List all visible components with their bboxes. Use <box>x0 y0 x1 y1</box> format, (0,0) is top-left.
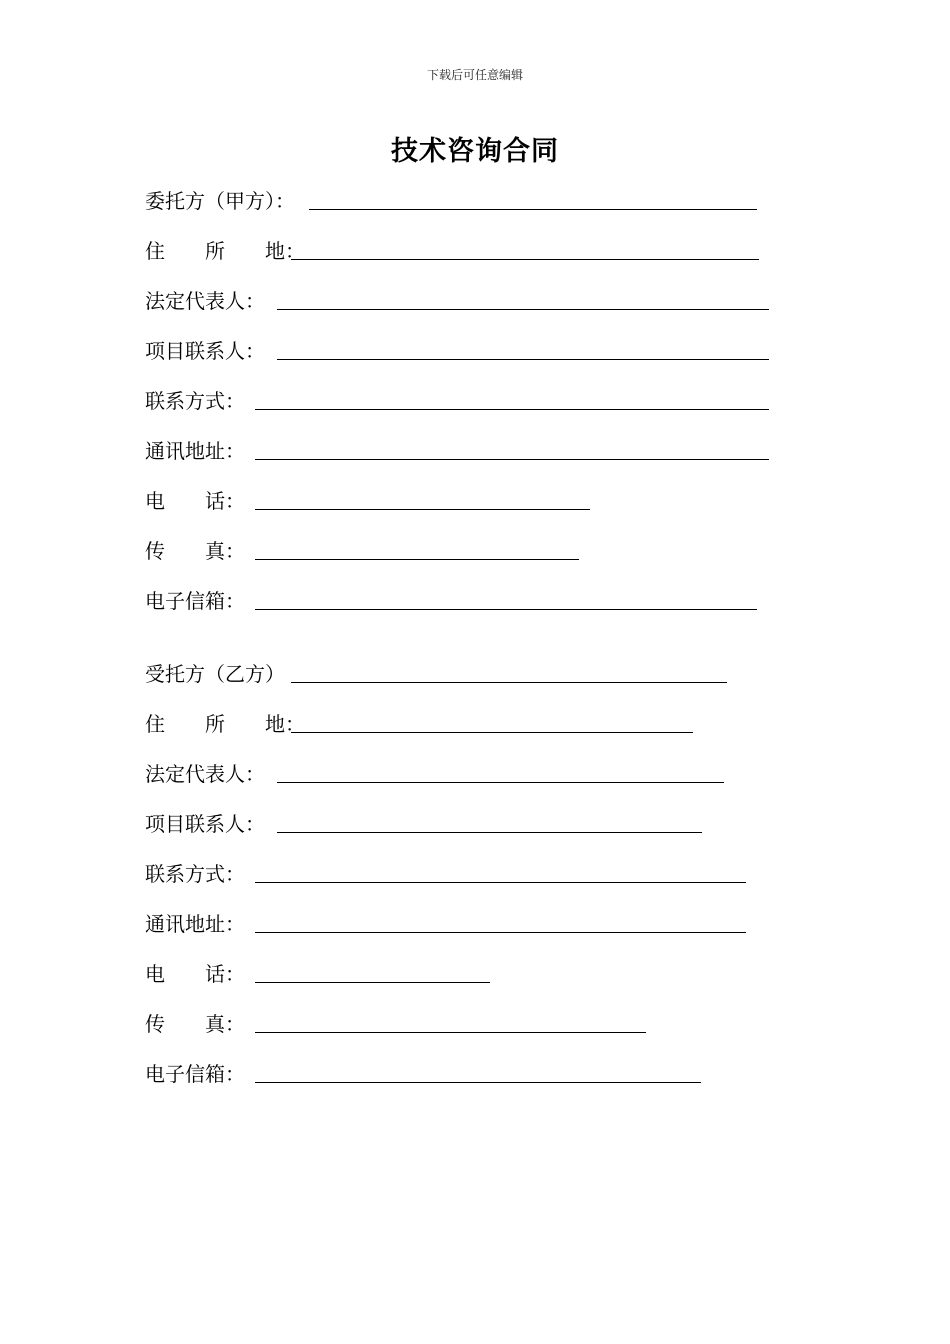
party-b-heading-row <box>145 659 727 689</box>
party-a-legal-rep-field[interactable] <box>277 309 769 310</box>
party-a-mailing-address-field[interactable] <box>255 459 769 460</box>
party-b-project-contact-row <box>145 809 702 839</box>
party-b-legal-rep-field[interactable] <box>277 782 724 783</box>
party-a-legal-rep-row <box>145 286 769 316</box>
party-b-name-field[interactable] <box>291 682 727 683</box>
party-a-address-label: 住 所 地： <box>145 239 305 263</box>
party-a-project-contact-label: 项目联系人： <box>145 339 265 363</box>
party-b-address-field[interactable] <box>291 732 693 733</box>
party-b-fax-field[interactable] <box>255 1032 646 1033</box>
party-a-phone-label: 电 话： <box>145 489 245 513</box>
party-a-mailing-address-row <box>145 436 769 466</box>
party-b-project-contact-field[interactable] <box>277 832 702 833</box>
party-b-address-label: 住 所 地： <box>145 712 305 736</box>
party-a-phone-field[interactable] <box>255 509 590 510</box>
party-a-email-field[interactable] <box>255 609 757 610</box>
party-b-address-row <box>145 709 693 739</box>
party-a-fax-field[interactable] <box>255 559 579 560</box>
party-a-phone-row <box>145 486 590 516</box>
party-b-legal-rep-label: 法定代表人： <box>145 762 265 786</box>
party-a-project-contact-field[interactable] <box>277 359 769 360</box>
party-a-legal-rep-label: 法定代表人： <box>145 289 265 313</box>
party-b-phone-field[interactable] <box>255 982 490 983</box>
party-b-heading-label: 受托方（乙方） <box>145 662 285 686</box>
party-a-name-field[interactable] <box>309 209 757 210</box>
party-a-contact-method-row <box>145 386 769 416</box>
header-note: 下载后可任意编辑 <box>426 68 523 82</box>
party-b-fax-row <box>145 1009 646 1039</box>
party-b-contact-method-row <box>145 859 746 889</box>
party-a-mailing-address-label: 通讯地址： <box>145 439 245 463</box>
party-a-contact-method-label: 联系方式： <box>145 389 245 413</box>
party-a-fax-row <box>145 536 579 566</box>
party-b-contact-method-label: 联系方式： <box>145 862 245 886</box>
party-b-project-contact-label: 项目联系人： <box>145 812 265 836</box>
party-b-legal-rep-row <box>145 759 724 789</box>
party-b-contact-method-field[interactable] <box>255 882 746 883</box>
party-a-fax-label: 传 真： <box>145 539 245 563</box>
party-a-heading-row <box>145 186 757 216</box>
party-b-mailing-address-field[interactable] <box>255 932 746 933</box>
party-b-email-row <box>145 1059 701 1089</box>
party-a-heading-label: 委托方（甲方）： <box>145 189 295 213</box>
party-a-address-field[interactable] <box>291 259 759 260</box>
party-a-project-contact-row <box>145 336 769 366</box>
party-a-address-row <box>145 236 759 266</box>
party-b-mailing-address-label: 通讯地址： <box>145 912 245 936</box>
party-a-contact-method-field[interactable] <box>255 409 769 410</box>
party-b-email-field[interactable] <box>255 1082 701 1083</box>
party-a-email-label: 电子信箱： <box>145 589 245 613</box>
party-b-mailing-address-row <box>145 909 746 939</box>
party-b-phone-label: 电 话： <box>145 962 245 986</box>
page-title: 技术咨询合同 <box>391 136 559 167</box>
party-b-fax-label: 传 真： <box>145 1012 245 1036</box>
party-b-email-label: 电子信箱： <box>145 1062 245 1086</box>
party-a-email-row <box>145 586 757 616</box>
party-b-phone-row <box>145 959 490 989</box>
